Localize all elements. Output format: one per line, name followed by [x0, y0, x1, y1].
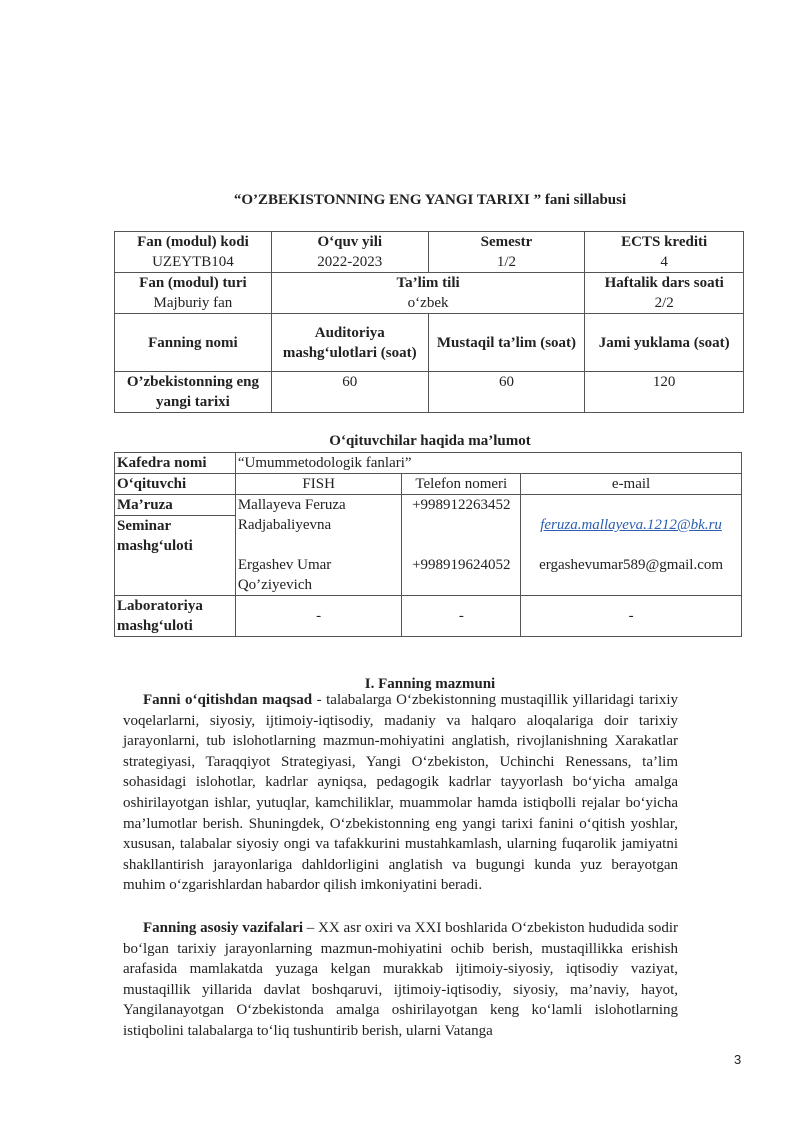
paragraph-text: – XX asr oxiri va XXI boshlarida O‘zbekiston hududida sodir bo‘lgan tarixiy jarayonlarning mazmun-mohiyatini ochib berish, mustaqillikka erishish arafasida mamlakatda yuzaga kelgan murakkab ijtimoiy-siyosiy, iqtisodiy vaziyat, mustaqillik yillarida davlat boshqaruvi, ijtimoiy-iqtisodiy, siyosiy, ma’naviy, hayot, Yangilanayotgan O‘zbekistonda amalga oshirilayotgan keng ko‘lamli islohotlarning istiqbolini talabalarga to‘liq tushuntirib berish, ularni Vatanga [123, 920, 678, 1039]
page-title: “O’ZBEKISTONNING ENG YANGI TARIXI ” fani sillabusi [233, 192, 627, 208]
department-value: “Umummetodologik fanlari” [235, 453, 741, 474]
course-name-header: Fanning nomi [115, 314, 272, 372]
course-code-cell: Fan (modul) kodi UZEYTB104 [115, 232, 272, 273]
email-header: e-mail [521, 474, 742, 495]
paragraph-lead: Fanning asosiy vazifalari [143, 920, 304, 936]
teacher-header: O‘qituvchi [115, 474, 236, 495]
teachers-heading: O‘qituvchilar haqida ma’lumot [329, 433, 531, 449]
phone-header: Telefon nomeri [402, 474, 521, 495]
lab-phone: - [402, 596, 521, 637]
tasks-paragraph [123, 918, 678, 1042]
table-row [115, 232, 744, 273]
teacher-phone: +998912263452 [412, 497, 511, 513]
table-row [115, 453, 742, 474]
academic-year-cell: O‘quv yili 2022-2023 [271, 232, 428, 273]
course-info-table [114, 231, 744, 413]
semester-cell: Semestr 1/2 [428, 232, 585, 273]
weekly-hours-cell: Haftalik dars soati 2/2 [585, 273, 744, 314]
lesson-type-cell [115, 495, 236, 596]
teachers-table [114, 452, 742, 637]
table-row [115, 314, 744, 372]
teacher-emails-cell [521, 495, 742, 596]
table-row [115, 372, 744, 413]
self-study-header: Mustaqil ta’lim (soat) [428, 314, 585, 372]
department-label: Kafedra nomi [115, 453, 236, 474]
total-load-value: 120 [585, 372, 744, 413]
lab-email: - [521, 596, 742, 637]
teacher-phone: +998919624052 [412, 557, 511, 573]
ects-cell: ECTS krediti 4 [585, 232, 744, 273]
auditorium-hours-value: 60 [271, 372, 428, 413]
laboratory-label: Laboratoriya mashg‘uloti [115, 596, 236, 637]
section-title: I. Fanning mazmuni [364, 676, 496, 692]
table-row [115, 273, 744, 314]
course-name-value: O’zbekistonning eng yangi tarixi [115, 372, 272, 413]
total-load-header: Jami yuklama (soat) [585, 314, 744, 372]
teacher-phones-cell [402, 495, 521, 596]
course-type-cell: Fan (modul) turi Majburiy fan [115, 273, 272, 314]
seminar-label: Seminar mashg‘uloti [117, 518, 193, 554]
paragraph-text: - talabalarga O‘zbekistonning mustaqillik yillaridagi tarixiy voqelarlarni, siyosiy, ijtimoiy-iqtisodiy, madaniy va halqaro aloqalariga doir tarixiy jarayonlarni, tub islohotlarning mazmun-mohiyatini anglatish, rivojlanishning Xarakatlar strategiyasi, Taraqqiyot Strategiyasi, Yangi O‘zbekiston, Uchinchi Renessans, ta’lim sohasidagi islohotlar, kadrlar ayniqsa, pedagogik kadrlar tayyorlash bo‘yicha amalga oshirilayotgan ishlar, yutuqlar, kamchiliklar, muammolar hamda istiqbolli rejalar bo‘yicha ma’lumotlar berish. Shuningdek, O‘zbekistonning eng yangi tarixi fanini o‘qitish yoshlar, xususan, talabalar siyosiy ongi va tafakkurini mustahkamlash, ularning fuqarolik jamiyatni shakllantirish jarayonlariga dahldorligini anglatish va bugungi kunda yuz berayotgan muhim o‘zgarishlardan habardor qilish imkoniyatini beradi. [123, 692, 678, 894]
page-number: 3 [734, 1052, 742, 1067]
teacher-email-link[interactable]: feruza.mallayeva.1212@bk.ru [540, 517, 722, 533]
table-row [115, 495, 742, 596]
teacher-name: Mallayeva Feruza Radjabaliyevna [237, 497, 346, 533]
table-row [115, 474, 742, 495]
teacher-names-cell [235, 495, 402, 596]
teacher-email: ergashevumar589@gmail.com [539, 557, 724, 573]
auditorium-hours-header: Auditoriya mashg‘ulotlari (soat) [271, 314, 428, 372]
paragraph-lead: Fanni o‘qitishdan maqsad [143, 692, 313, 708]
table-row [115, 596, 742, 637]
self-study-value: 60 [428, 372, 585, 413]
goal-paragraph [123, 690, 678, 896]
language-cell: Ta’lim tili o‘zbek [271, 273, 584, 314]
lecture-label: Ma’ruza [115, 495, 235, 516]
fish-header: FISH [235, 474, 402, 495]
lab-fish: - [235, 596, 402, 637]
teacher-name: Ergashev Umar Qo’ziyevich [237, 557, 332, 593]
